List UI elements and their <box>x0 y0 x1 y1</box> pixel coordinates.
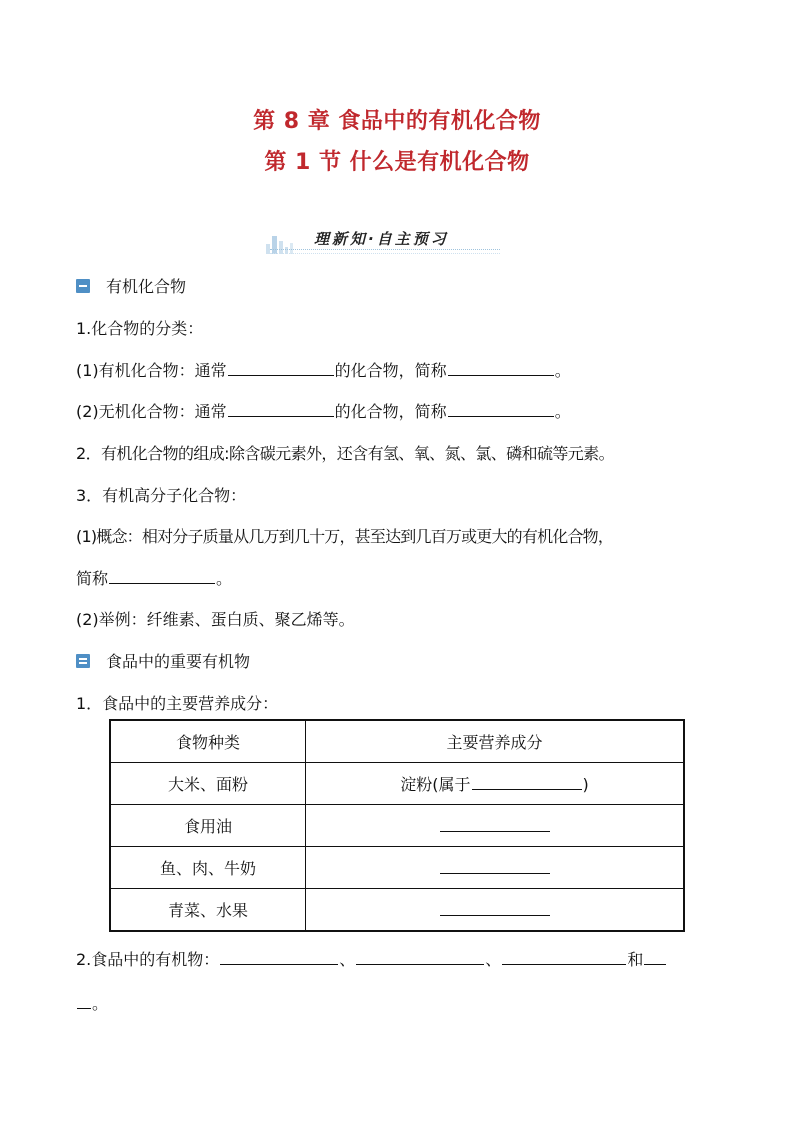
blank-field[interactable] <box>448 360 554 376</box>
table-header-cell: 食物种类 <box>110 720 306 763</box>
banner-text: 理新知·自主预习 <box>314 230 449 248</box>
blank-field[interactable] <box>472 774 582 790</box>
blank-field[interactable] <box>502 949 626 965</box>
section-one-icon <box>76 279 90 293</box>
table-cell-food: 大米、面粉 <box>110 763 306 805</box>
table-cell-nutrient <box>306 805 685 847</box>
blank-field[interactable] <box>228 360 334 376</box>
table-row <box>110 889 684 932</box>
blank-field[interactable] <box>356 949 484 965</box>
blank-field[interactable] <box>440 816 550 832</box>
table-cell-nutrient: 淀粉(属于 ) <box>306 763 685 805</box>
section2-item-1: 1．食品中的主要营养成分： <box>76 694 279 713</box>
blank-field[interactable] <box>109 568 215 584</box>
table-cell-food: 食用油 <box>110 805 306 847</box>
section-heading-2: 食品中的重要有机物 <box>76 649 250 672</box>
section2-item-2-cont: 。 <box>76 991 108 1014</box>
nutrition-table <box>109 719 685 932</box>
blank-field[interactable] <box>220 949 338 965</box>
item-1-1: (1)有机化合物：通常 的化合物，简称 。 <box>76 361 571 380</box>
table-cell-food: 鱼、肉、牛奶 <box>110 847 306 889</box>
blank-field[interactable] <box>644 949 666 965</box>
chapter-title: 第 8 章 食品中的有机化合物 <box>253 109 541 134</box>
blank-field[interactable] <box>228 401 334 417</box>
section-title: 第 1 节 什么是有机化合物 <box>264 150 530 175</box>
table-header-row <box>110 720 684 763</box>
section-heading-1: 有机化合物 <box>76 274 186 297</box>
item-1: 1.化合物的分类： <box>76 319 204 338</box>
table-cell-nutrient <box>306 889 685 932</box>
table-header-cell: 主要营养成分 <box>306 720 685 763</box>
table-cell-nutrient <box>306 847 685 889</box>
table-row <box>110 763 684 805</box>
table-row <box>110 847 684 889</box>
item-3-1b: 简称 。 <box>76 569 233 588</box>
preview-banner <box>266 228 500 256</box>
item-3-2: (2)举例：纤维素、蛋白质、聚乙烯等。 <box>76 610 355 629</box>
banner-underline <box>270 249 500 254</box>
blank-field[interactable] <box>77 993 91 1009</box>
section-two-icon <box>76 654 90 668</box>
item-1-2: (2)无机化合物：通常 的化合物，简称 。 <box>76 402 571 421</box>
blank-field[interactable] <box>440 900 550 916</box>
item-2: 2．有机化合物的组成:除含碳元素外，还含有氢、氧、氮、氯、磷和硫等元素。 <box>76 444 614 463</box>
table-row <box>110 805 684 847</box>
section2-item-2: 2.食品中的有机物： 、 、 和 <box>76 947 667 970</box>
table-cell-food: 青菜、水果 <box>110 889 306 932</box>
item-3-1: (1)概念：相对分子质量从几万到几十万，甚至达到几百万或更大的有机化合物， <box>76 527 614 546</box>
item-3: 3．有机高分子化合物： <box>76 486 247 505</box>
blank-field[interactable] <box>448 401 554 417</box>
blank-field[interactable] <box>440 858 550 874</box>
